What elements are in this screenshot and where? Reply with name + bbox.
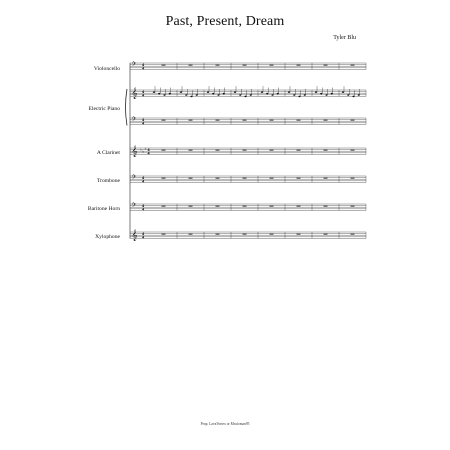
whole-rest — [270, 150, 274, 151]
bass-clef-icon: 𝄢 — [131, 201, 137, 210]
quarter-note — [271, 94, 273, 96]
whole-rest — [324, 65, 328, 66]
flat-icon: ♭ — [144, 146, 147, 152]
quarter-note — [158, 93, 160, 95]
whole-rest — [162, 206, 166, 207]
bass-clef-icon: 𝄢 — [131, 115, 137, 124]
whole-rest — [162, 150, 166, 151]
footer-credit: Prop. LavaVortex or Mxsicman95 — [200, 422, 250, 426]
quarter-note — [212, 93, 214, 95]
whole-rest — [270, 206, 274, 207]
time-signature: 4 — [142, 235, 145, 240]
staff-violoncello — [130, 60, 366, 69]
whole-rest — [189, 234, 193, 235]
quarter-note — [288, 91, 290, 93]
whole-rest — [270, 178, 274, 179]
quarter-note — [217, 94, 219, 96]
score-title: Past, Present, Dream — [165, 14, 285, 29]
time-signature: 4 — [142, 204, 145, 209]
whole-rest — [297, 234, 301, 235]
flat-icon: ♭ — [140, 146, 142, 152]
whole-rest — [351, 120, 355, 121]
whole-rest — [216, 120, 220, 121]
quarter-note — [347, 94, 349, 96]
staff-trombone — [130, 173, 366, 182]
staff-a-clarinet — [130, 148, 366, 154]
whole-rest — [351, 206, 355, 207]
whole-rest — [324, 150, 328, 151]
whole-rest — [243, 65, 247, 66]
time-signature: 4 — [142, 118, 145, 123]
time-signature: 4 — [142, 121, 145, 126]
whole-rest — [243, 178, 247, 179]
whole-rest — [243, 234, 247, 235]
quarter-note — [234, 91, 236, 93]
quarter-note — [315, 91, 317, 93]
piano-brace-icon — [126, 89, 128, 125]
whole-rest — [189, 65, 193, 66]
whole-rest — [297, 178, 301, 179]
whole-rest — [162, 234, 166, 235]
whole-rest — [162, 120, 166, 121]
quarter-note — [190, 96, 192, 98]
treble-clef-icon: 𝄞 — [131, 87, 138, 99]
quarter-note — [304, 94, 306, 96]
whole-rest — [216, 65, 220, 66]
treble-clef-icon: 𝄞 — [131, 229, 138, 241]
quarter-note — [358, 94, 360, 96]
quarter-note — [185, 94, 187, 96]
staff-baritone-horn — [130, 201, 366, 210]
whole-rest — [216, 234, 220, 235]
whole-rest — [243, 206, 247, 207]
time-signature: 4 — [142, 232, 145, 237]
quarter-note — [163, 94, 165, 96]
bass-clef-icon: 𝄢 — [131, 60, 137, 69]
whole-rest — [351, 65, 355, 66]
quarter-note — [352, 96, 354, 98]
whole-rest — [270, 120, 274, 121]
quarter-note — [331, 93, 333, 95]
whole-rest — [297, 65, 301, 66]
instrument-label-baritone-horn: Baritone Horn — [87, 206, 120, 212]
instrument-label-xylophone: Xylophone — [95, 234, 120, 240]
quarter-note — [261, 91, 263, 93]
time-signature: 4 — [142, 66, 145, 71]
time-signature: 4 — [142, 90, 145, 95]
quarter-note — [277, 93, 279, 95]
quarter-note — [250, 94, 252, 96]
quarter-note — [153, 91, 155, 93]
composer-name: Tyler Blu — [333, 35, 356, 41]
whole-rest — [243, 150, 247, 151]
whole-rest — [189, 178, 193, 179]
whole-rest — [324, 234, 328, 235]
bass-clef-icon: 𝄢 — [131, 173, 137, 182]
whole-rest — [351, 178, 355, 179]
notation-marks — [126, 61, 360, 241]
whole-rest — [162, 65, 166, 66]
time-signature: 4 — [142, 93, 145, 98]
whole-rest — [297, 120, 301, 121]
quarter-note — [293, 94, 295, 96]
whole-rest — [351, 150, 355, 151]
quarter-note — [325, 94, 327, 96]
quarter-note — [196, 94, 198, 96]
quarter-note — [244, 96, 246, 98]
whole-rest — [216, 206, 220, 207]
quarter-note — [320, 93, 322, 95]
time-signature: 4 — [142, 63, 145, 68]
staff-piano-lh — [130, 115, 366, 124]
instrument-label-violoncello: Violoncello — [93, 66, 120, 72]
whole-rest — [324, 206, 328, 207]
whole-rest — [297, 150, 301, 151]
quarter-note — [342, 91, 344, 93]
treble-clef-icon: 𝄞 — [131, 145, 138, 157]
whole-rest — [297, 206, 301, 207]
instrument-label-trombone: Trombone — [96, 178, 120, 184]
time-signature: 4 — [147, 151, 150, 156]
quarter-note — [180, 91, 182, 93]
time-signature: 4 — [147, 148, 150, 153]
quarter-note — [223, 93, 225, 95]
quarter-note — [169, 93, 171, 95]
whole-rest — [270, 65, 274, 66]
time-signature: 4 — [142, 207, 145, 212]
whole-rest — [189, 150, 193, 151]
whole-rest — [324, 120, 328, 121]
staff-xylophone — [130, 232, 366, 238]
whole-rest — [216, 150, 220, 151]
instrument-label-electric-piano: Electric Piano — [88, 106, 120, 112]
flat-icon: ♭ — [142, 148, 145, 154]
quarter-note — [239, 94, 241, 96]
quarter-note — [207, 91, 209, 93]
whole-rest — [189, 120, 193, 121]
whole-rest — [351, 234, 355, 235]
whole-rest — [243, 120, 247, 121]
instrument-label-a-clarinet: A Clarinet — [96, 150, 120, 156]
whole-rest — [324, 178, 328, 179]
whole-rest — [216, 178, 220, 179]
quarter-note — [298, 96, 300, 98]
whole-rest — [162, 178, 166, 179]
whole-rest — [270, 234, 274, 235]
time-signature: 4 — [142, 179, 145, 184]
whole-rest — [189, 206, 193, 207]
time-signature: 4 — [142, 176, 145, 181]
quarter-note — [266, 93, 268, 95]
